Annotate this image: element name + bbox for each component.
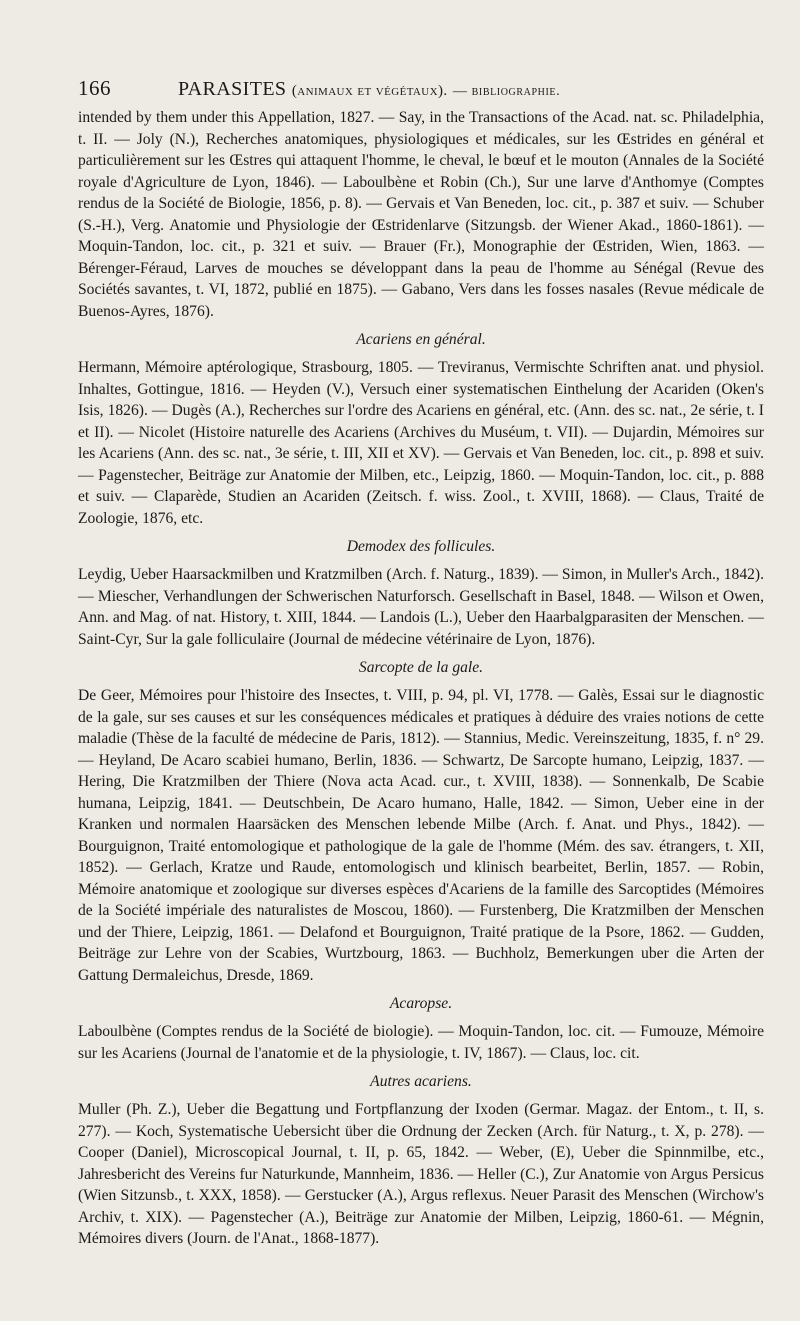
running-title-main: PARASITES <box>178 78 287 100</box>
running-head <box>78 76 764 101</box>
paragraph-acariens-en-general: Hermann, Mémoire aptérologique, Strasbourg, 1805. — Treviranus, Vermischte Schriften anat. und physiol. Inhaltes, Gottingue, 1816. — Heyden (V.), Versuch einer systematischen Einthelung der Acariden (Oken's Isis, 1826). — Dugès (A.), Recherches sur l'ordre des Acariens en général, etc. (Ann. des sc. nat., 2e série, t. I et II). — Nicolet (Histoire naturelle des Acariens (Archives du Muséum, t. VII). — Dujardin, Mémoires sur les Acariens (Ann. des sc. nat., 3e série, t. III, XII et XV). — Gervais et Van Beneden, loc. cit., p. 898 et suiv. — Pagenstecher, Beiträge zur Anatomie der Milben, etc., Leipzig, 1860. — Moquin-Tandon, loc. cit., p. 888 et suiv. — Claparède, Studien an Acariden (Zeitsch. f. wiss. Zool., t. XVIII, 1868). — Claus, Traité de Zoologie, 1876, etc. <box>78 359 764 527</box>
paragraph-sarcopte: De Geer, Mémoires pour l'histoire des Insectes, t. VIII, p. 94, pl. VI, 1778. — Galès, Essai sur le diagnostic de la gale, sur ses causes et sur les conséquences médicales et pratiques à déduire des vraies notions de cette maladie (Thèse de la faculté de médecine de Paris, 1812). — Stannius, Medic. Vereinszeitung, 1835, f. n° 29. — Heyland, De Acaro scabiei humano, Berlin, 1836. — Schwartz, De Sarcopte humano, Leipzig, 1837. — Hering, Die Kratzmilben der Thiere (Nova acta Acad. cur., t. XVIII, 1838). — Sonnenkalb, De Scabie humana, Leipzig, 1841. — Deutschbein, De Acaro humano, Halle, 1842. — Simon, Ueber eine in der Kranken und normalen Haarsäcken des Menschen lebende Milbe (Arch. f. Anat. und Phys., 1842). — Bourguignon, Traité entomologique et pathologique de la gale de l'homme (Mém. des sav. étrangers, t. XII, 1852). — Gerlach, Kratze und Raude, entomologisch und klinisch bearbeitet, Berlin, 1857. — Robin, Mémoire anatomique et zoologique sur diverses espèces d'Acariens de la famille des Sarcoptides (Mémoires de la Société impériale des naturalistes de Moscou, 1860). — Furstenberg, Die Kratzmilben der Menschen und der Thiere, Leipzig, 1861. — Delafond et Bourguignon, Traité pratique de la Psore, 1862. — Gudden, Beiträge zur Lehre von der Scabies, Wurtzbourg, 1863. — Buchholz, Bemerkungen uber die Arten der Gattung Dermaleichus, Dresde, 1869. <box>78 687 764 984</box>
paragraph-demodex: Leydig, Ueber Haarsackmilben und Kratzmilben (Arch. f. Naturg., 1839). — Simon, in Muller's Arch., 1842). — Miescher, Verhandlungen der Schwerischen Naturforsch. Gesellschaft in Basel, 1848. — Wilson et Owen, Ann. and Mag. of nat. History, t. XIII, 1844. — Landois (L.), Ueber den Haarbalgparasiten der Menschen. — Saint-Cyr, Sur la gale folliculaire (Journal de médecine vétérinaire de Lyon, 1876). <box>78 566 764 648</box>
paragraph-autres-acariens: Muller (Ph. Z.), Ueber die Begattung und Fortpflanzung der Ixoden (Germar. Magaz. der Entom., t. II, s. 277). — Koch, Systematische Uebersicht über die Ordnung der Zecken (Arch. für Naturg., t. X, p. 278). — Cooper (Daniel), Microscopical Journal, t. II, p. 65, 1842. — Weber, (E), Ueber die Spinnmilbe, etc., Jahresbericht des Vereins fur Naturkunde, Mannheim, 1836. — Heller (C.), Zur Anatomie von Argus Persicus (Wien Sitzunsb., t. XXX, 1858). — Gerstucker (A.), Argus reflexus. Neuer Parasit des Menschen (Wirchow's Archiv, t. XIX). — Pagenstecher (A.), Beiträge zur Anatomie der Milben, Leipzig, 1860-61. — Mégnin, Mémoires divers (Journ. de l'Anat., 1868-1877). <box>78 1101 764 1247</box>
heading-demodex: Demodex des follicules. <box>346 538 496 555</box>
heading-acaropse: Acaropse. <box>389 995 453 1012</box>
running-title <box>178 78 560 101</box>
running-title-section: — bibliographie. <box>452 84 561 99</box>
heading-sarcopte: Sarcopte de la gale. <box>358 659 484 676</box>
heading-autres-acariens: Autres acariens. <box>370 1073 472 1090</box>
heading-acariens-en-general: Acariens en général. <box>356 331 486 348</box>
running-title-subtitle: (animaux et végétaux). <box>291 83 448 99</box>
paragraph-acaropse: Laboulbène (Comptes rendus de la Société de biologie). — Moquin-Tandon, loc. cit. — Fumouze, Mémoire sur les Acariens (Journal de l'anatomie et de la physiologie, t. IV, 1867). — Claus, loc. cit. <box>78 1023 764 1062</box>
page-number: 166 <box>78 76 111 100</box>
paragraph-oestrides-continued: intended by them under this Appellation, 1827. — Say, in the Transactions of the Acad. nat. sc. Philadelphia, t. II. — Joly (N.), Recherches anatomiques, physiologiques et médicales, sur les Œstrides en général et particulièrement sur les Œstres qui attaquent l'homme, le cheval, le bœuf et le mouton (Annales de la Société royale d'Agriculture de Lyon, 1846). — Laboulbène et Robin (Ch.), Sur une larve d'Anthomye (Comptes rendus de la Société de Biologie, 1856, p. 8). — Gervais et Van Beneden, loc. cit., p. 387 et suiv. — Schuber (S.-H.), Verg. Anatomie und Physiologie der Œstridenlarve (Sitzungsb. der Wiener Akad., 1860-1861). — Moquin-Tandon, loc. cit., p. 321 et suiv. — Brauer (Fr.), Monographie der Œstriden, Wien, 1863. — Bérenger-Féraud, Larves de mouches se développant dans la peau de l'homme au Sénégal (Revue des Sociétés savantes, t. VI, 1872, publié en 1875). — Gabano, Vers dans les fosses nasales (Revue médicale de Buenos-Ayres, 1876). <box>78 109 764 320</box>
